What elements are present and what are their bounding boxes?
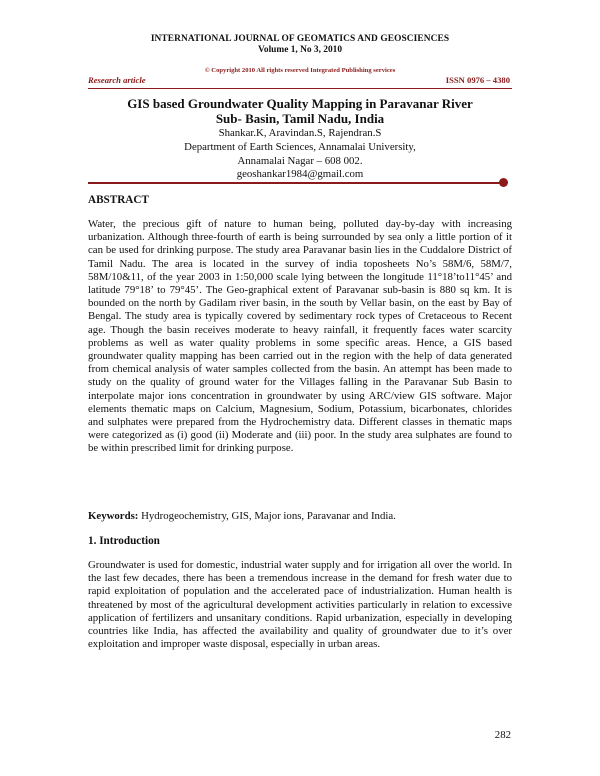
copyright-notice: © Copyright 2010 All rights reserved Integrated Publishing services [204, 67, 396, 74]
abstract-body: Water, the precious gift of nature to human being, polluted day-by-day with increasing urbanization. Although three-fourth of earth is being surrounded by sea only a little portion of it can be used for drinking purpose. The study area Paravanar basin lies in the Cuddalore District of Tamil Nadu. The area is located in the survey of india toposheets No’s 58M/6, 58M/7, 58M/10&11, of the year 2003 in 1:50,000 scale lying between the longitude 11°18’to11°45’ and latitude 79°18’ to 79°45’. The Geo-graphical extent of Paravanar sub-basin is 880 sq km. It is bounded on the north by Gadilam river basin, in the south by Vellar basin, on the east by Bay of Bengal. The study area is typically covered by sedimentary rock types of Cretaceous to Recent age. Though the basin receives moderate to heavy rainfall, it frequently faces water scarcity problems as well as water quality problems in some specific areas. Hence, a GIS based groundwater quality mapping has been carried out in the region with the help of data generated from chemical analysis of water samples collected from the basin. An attempt has been made to study on the quality of ground water for the Villages falling in the Paravanar Sub Basin to interpolate major ions concentration in groundwater by using ARC/view GIS software. Major elements thematic maps on Calcium, Magnesium, Sodium, Potassium, bicarbonates, chlorides and sulphates were prepared from the Hydrochemistry data. Different classes in thematic maps were categorized as (i) good (ii) Moderate and (iii) poor. In the study area sulphates are found to be within prescribed limit for drinking purpose. [88, 218, 512, 455]
introduction-body: Groundwater is used for domestic, industrial water supply and for irrigation all over the world. In the last few decades, there has been a tremendous increase in the demand for fresh water due to rapid exploitation of population and the accelerated pace of industrialization. Human health is threatened by most of the agricultural development activities particularly in relation to excessive application of fertilizers and unsanitary conditions. Rapid urbanization, especially in developing countries like India, has affected the availability and quality of groundwater due to it’s over exploitation and improper waste disposal, especially in urban areas. [88, 559, 512, 651]
author-email: geoshankar1984@gmail.com [236, 168, 364, 180]
divider-dot-ornament [499, 178, 508, 187]
journal-name: INTERNATIONAL JOURNAL OF GEOMATICS AND GEOSCIENCES [150, 34, 450, 44]
title-divider [88, 182, 500, 184]
keywords [88, 510, 512, 523]
abstract-heading: ABSTRACT [88, 194, 149, 206]
volume-issue: Volume 1, No 3, 2010 [257, 45, 343, 55]
keywords-list: Hydrogeochemistry, GIS, Major ions, Paravanar and India. [138, 510, 396, 522]
issn: ISSN 0976 – 4380 [445, 75, 510, 85]
paper-title-line-1: GIS based Groundwater Quality Mapping in Paravanar River [127, 96, 473, 111]
author-department: Department of Earth Sciences, Annamalai University, [184, 141, 416, 153]
author-address: Annamalai Nagar – 608 002. [237, 155, 363, 167]
page-number: 282 [494, 729, 511, 741]
header-divider [88, 88, 512, 89]
introduction-heading: 1. Introduction [88, 535, 160, 547]
keywords-label: Keywords: [88, 510, 139, 522]
article-type: Research article [88, 75, 146, 85]
author-names: Shankar.K, Aravindan.S, Rajendran.S [218, 127, 382, 139]
paper-title-line-2: Sub- Basin, Tamil Nadu, India [215, 111, 385, 126]
